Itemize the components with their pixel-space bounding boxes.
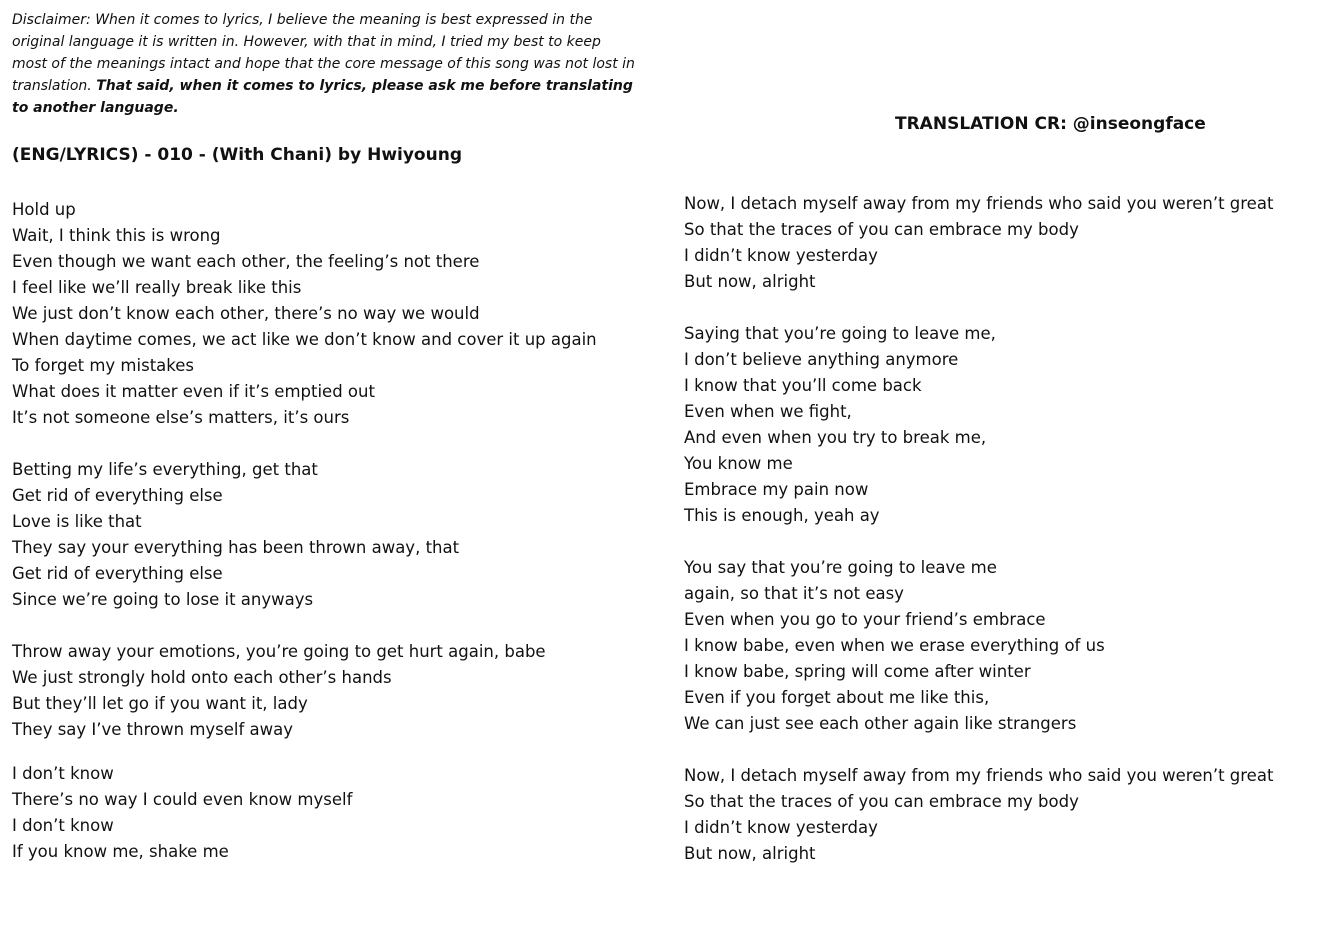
lyric-line: I don’t know	[12, 816, 114, 835]
lyric-line: Even if you forget about me like this,	[684, 688, 990, 707]
lyric-line: What does it matter even if it’s emptied out	[12, 382, 375, 401]
lyric-line: Betting my life’s everything, get that	[12, 460, 318, 479]
lyrics-stanza	[684, 321, 1334, 529]
lyric-line: So that the traces of you can embrace my body	[684, 220, 1079, 239]
lyrics-stanza	[12, 639, 662, 743]
lyric-line: Now, I detach myself away from my friends who said you weren’t great	[684, 194, 1274, 213]
lyric-line: I know babe, spring will come after winter	[684, 662, 1031, 681]
lyrics-stanza	[12, 761, 662, 865]
lyrics-column-left	[12, 197, 662, 865]
lyric-line: If you know me, shake me	[12, 842, 229, 861]
lyrics-stanza	[684, 555, 1334, 737]
stanza-gap	[684, 737, 1334, 763]
lyric-line: I don’t know	[12, 764, 114, 783]
lyric-line: Even when you go to your friend’s embrace	[684, 610, 1046, 629]
lyric-line: Now, I detach myself away from my friends who said you weren’t great	[684, 766, 1274, 785]
lyric-line: And even when you try to break me,	[684, 428, 987, 447]
lyrics-stanza	[684, 763, 1334, 867]
lyric-line: We just don’t know each other, there’s no way we would	[12, 304, 480, 323]
lyric-line: Wait, I think this is wrong	[12, 226, 221, 245]
lyric-line: We just strongly hold onto each other’s hands	[12, 668, 392, 687]
lyric-line: So that the traces of you can embrace my body	[684, 792, 1079, 811]
lyric-line: Even though we want each other, the feeling’s not there	[12, 252, 480, 271]
lyric-line: I didn’t know yesterday	[684, 818, 878, 837]
disclaimer-text: Disclaimer: When it comes to lyrics, I believe the meaning is best expressed in the original language it is written in. However, with that in mind, I tried my best to keep most of the meanings intact and hope that the core message of this song was not lost in translation.	[12, 12, 635, 94]
disclaimer-bold-text: That said, when it comes to lyrics, please ask me before translating to another language.	[12, 78, 633, 116]
lyric-line: To forget my mistakes	[12, 356, 194, 375]
stanza-gap	[684, 295, 1334, 321]
lyric-line: Get rid of everything else	[12, 486, 223, 505]
disclaimer	[12, 9, 637, 119]
lyric-line: I know babe, even when we erase everything of us	[684, 636, 1105, 655]
lyric-line: Throw away your emotions, you’re going to get hurt again, babe	[12, 642, 546, 661]
lyric-line: Since we’re going to lose it anyways	[12, 590, 314, 609]
stanza-gap	[684, 529, 1334, 555]
lyrics-stanza	[12, 457, 662, 613]
lyric-line: They say your everything has been thrown away, that	[12, 538, 460, 557]
lyric-line: They say I’ve thrown myself away	[12, 720, 294, 739]
lyrics-stanza	[12, 197, 662, 431]
lyric-line: But now, alright	[684, 844, 816, 863]
lyric-line: But now, alright	[684, 272, 816, 291]
lyric-line: Embrace my pain now	[684, 480, 869, 499]
lyric-line: Get rid of everything else	[12, 564, 223, 583]
lyric-line: I don’t believe anything anymore	[684, 350, 959, 369]
song-title: (ENG/LYRICS) - 010 - (With Chani) by Hwiyoung	[12, 145, 462, 165]
lyric-line: There’s no way I could even know myself	[12, 790, 353, 809]
lyric-line: This is enough, yeah ay	[684, 506, 880, 525]
lyric-line: Saying that you’re going to leave me,	[684, 324, 996, 343]
lyric-line: When daytime comes, we act like we don’t know and cover it up again	[12, 330, 597, 349]
lyric-line: We can just see each other again like strangers	[684, 714, 1077, 733]
lyric-line: I feel like we’ll really break like this	[12, 278, 302, 297]
lyric-line: Love is like that	[12, 512, 142, 531]
stanza-gap	[12, 613, 662, 639]
stanza-gap	[12, 431, 662, 457]
lyric-line: But they’ll let go if you want it, lady	[12, 694, 308, 713]
lyric-line: I didn’t know yesterday	[684, 246, 878, 265]
lyric-line: It’s not someone else’s matters, it’s ours	[12, 408, 350, 427]
lyric-line: You say that you’re going to leave me	[684, 558, 997, 577]
lyrics-column-right	[684, 191, 1334, 867]
lyric-line: Even when we fight,	[684, 402, 852, 421]
lyric-line: You know me	[684, 454, 793, 473]
lyric-line: I know that you’ll come back	[684, 376, 922, 395]
lyrics-stanza	[684, 191, 1334, 295]
lyric-line: Hold up	[12, 200, 76, 219]
stanza-gap	[12, 743, 662, 761]
lyric-line: again, so that it’s not easy	[684, 584, 904, 603]
translation-credit: TRANSLATION CR: @inseongface	[895, 114, 1206, 134]
